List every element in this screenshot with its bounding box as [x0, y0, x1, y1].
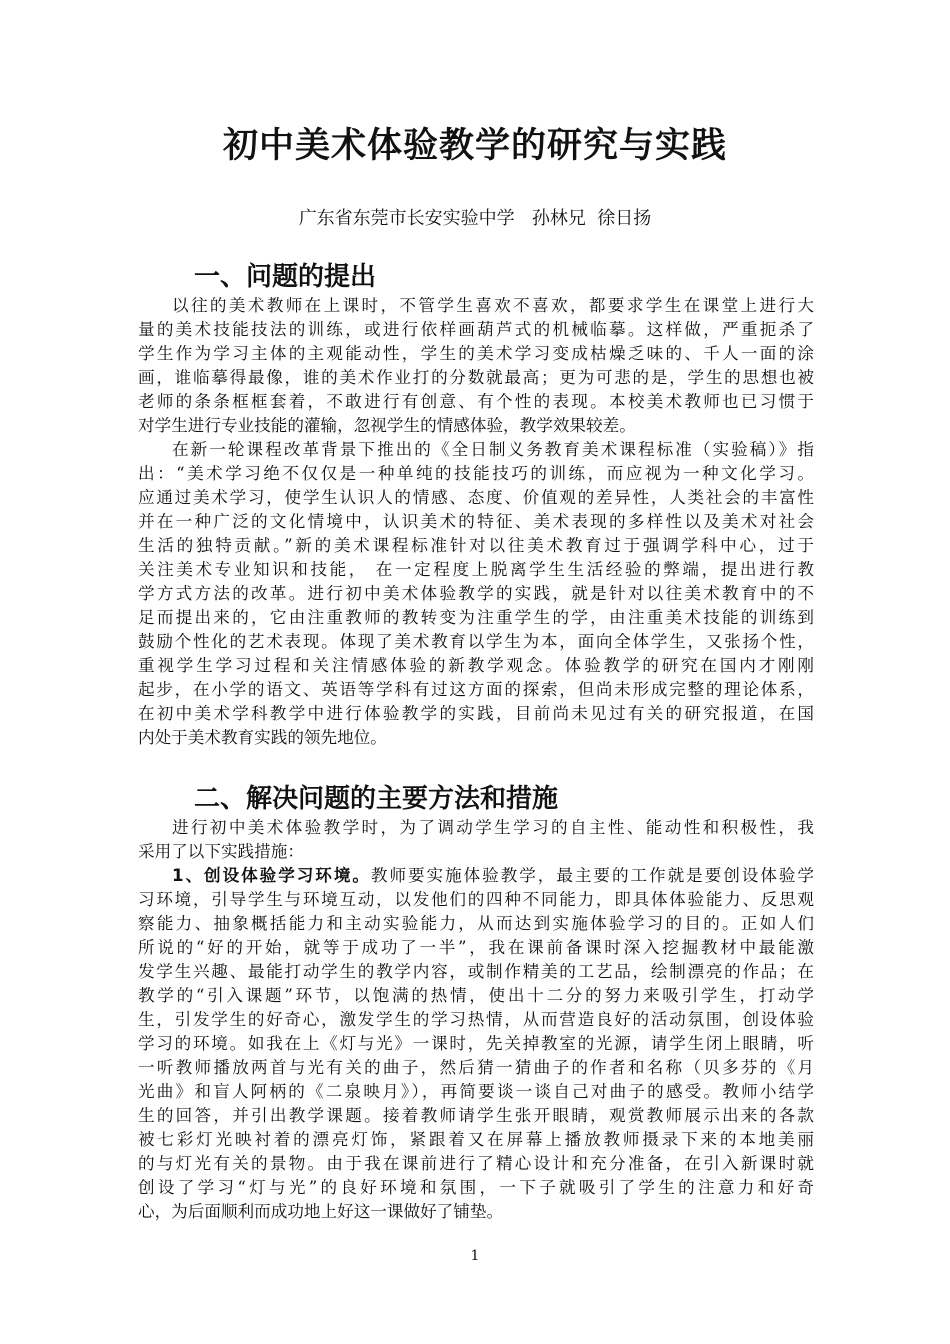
paragraph-line: 生的回答，并引出教学课题。接着教师请学生张开眼睛，观赏教师展示出来的各款: [138, 1106, 814, 1125]
page-number: 1: [470, 1248, 480, 1264]
paragraph-line: 内处于美术教育实践的领先地位。: [138, 728, 387, 747]
paragraph-line: 老师的条条框框套着，不敢进行有创意、有个性的表现。本校美术教师也已习惯于: [138, 392, 814, 411]
paragraph-line: 生活的独特贡献。”新的美术课程标准针对以往美术教育过于强调学科中心，过于: [138, 536, 814, 555]
paragraph-line: 发学生兴趣、最能打动学生的教学内容，或制作精美的工艺品，绘制漂亮的作品；在: [138, 962, 814, 981]
paragraph-line: 鼓励个性化的艺术表现。体现了美术教育以学生为本，面向全体学生，又张扬个性，: [138, 632, 814, 651]
paragraph-line: 所说的“好的开始，就等于成功了一半”，我在课前备课时深入挖掘教材中最能激: [138, 938, 814, 957]
paragraph-line: 在新一轮课程改革背景下推出的《全日制义务教育美术课程标准（实验稿）》指: [172, 440, 814, 459]
paragraph-line: 心，为后面顺利而成功地上好这一课做好了铺垫。: [138, 1202, 504, 1221]
paragraph-line: 被七彩灯光映衬着的漂亮灯饰，紧跟着又在屏幕上播放教师摄录下来的本地美丽: [138, 1130, 814, 1149]
paragraph-line: 画，谁临摹得最像，谁的美术作业打的分数就最高；更为可悲的是，学生的思想也被: [138, 368, 814, 387]
paragraph-line: 察能力、抽象概括能力和主动实验能力，从而达到实施体验学习的目的。正如人们: [138, 914, 814, 933]
paragraph-line: 应通过美术学习，使学生认识人的情感、态度、价值观的差异性，人类社会的丰富性: [138, 488, 814, 507]
paragraph-line: 进行初中美术体验教学时，为了调动学生学习的自主性、能动性和积极性，我: [172, 818, 814, 837]
document-title: 初中美术体验教学的研究与实践: [222, 126, 727, 166]
paragraph-line: 习环境，引导学生与环境互动，以发他们的四种不同能力，即具体体验能力、反思观: [138, 890, 814, 909]
paragraph-line: 的与灯光有关的景物。由于我在课前进行了精心设计和充分准备，在引入新课时就: [138, 1154, 814, 1173]
section-heading-2: 二、解决问题的主要方法和措施: [194, 784, 559, 814]
section-body-2: [138, 816, 814, 1224]
paragraph-line: 采用了以下实践措施：: [138, 842, 304, 861]
paragraph-line: 学习的环境。如我在上《灯与光》一课时，先关掉教室的光源，请学生闭上眼睛，听: [138, 1034, 814, 1053]
paragraph-line-with-lead: [138, 864, 814, 888]
paragraph-line: 学方式方法的改革。进行初中美术体验教学的实践，就是针对以往美术教育中的不: [138, 584, 814, 603]
paragraph-line: 光曲》和盲人阿柄的《二泉映月》），再简要谈一谈自己对曲子的感受。教师小结学: [138, 1082, 814, 1101]
paragraph-line: 一听教师播放两首与光有关的曲子，然后猜一猜曲子的作者和名称（贝多芬的《月: [138, 1058, 814, 1077]
paragraph-line: 重视学生学习过程和关注情感体验的新教学观念。体验教学的研究在国内才刚刚: [138, 656, 814, 675]
paragraph-line: 学生作为学习主体的主观能动性，学生的美术学习变成枯燥乏味的、千人一面的涂: [138, 344, 814, 363]
paragraph-line: 并在一种广泛的文化情境中，认识美术的特征、美术表现的多样性以及美术对社会: [138, 512, 814, 531]
paragraph-line: 出：“美术学习绝不仅仅是一种单纯的技能技巧的训练，而应视为一种文化学习。: [138, 464, 814, 483]
paragraph-line: 起步，在小学的语文、英语等学科有过这方面的探索，但尚未形成完整的理论体系，: [138, 680, 814, 699]
paragraph-run: 教师要实施体验教学，最主要的工作就是要创设体验学: [370, 866, 814, 885]
section-body-1: [138, 294, 814, 750]
paragraph-line: 对学生进行专业技能的灌输，忽视学生的情感体验，教学效果较差。: [138, 416, 636, 435]
paragraph-line: 创设了学习“灯与光”的良好环境和氛围，一下子就吸引了学生的注意力和好奇: [138, 1178, 814, 1197]
author-line: 广东省东莞市长安实验中学 孙林兄 徐日扬: [298, 208, 652, 229]
section-heading-1: 一、问题的提出: [194, 262, 377, 292]
paragraph-line: 关注美术专业知识和技能， 在一定程度上脱离学生生活经验的弊端，提出进行教: [138, 560, 814, 579]
paragraph-line: 以往的美术教师在上课时，不管学生喜欢不喜欢，都要求学生在课堂上进行大: [172, 296, 814, 315]
paragraph-line: 量的美术技能技法的训练，或进行依样画葫芦式的机械临摹。这样做，严重扼杀了: [138, 320, 814, 339]
paragraph-line: 生，引发学生的好奇心，激发学生的学习热情，从而营造良好的活动氛围，创设体验: [138, 1010, 814, 1029]
bold-lead-text: 1、创设体验学习环境。: [172, 866, 371, 885]
paragraph-line: 教学的“引入课题”环节，以饱满的热情，使出十二分的努力来吸引学生，打动学: [138, 986, 814, 1005]
paragraph-line: 足而提出来的，它由注重教师的教转变为注重学生的学，由注重美术技能的训练到: [138, 608, 814, 627]
paragraph-line: 在初中美术学科教学中进行体验教学的实践，目前尚未见过有关的研究报道，在国: [138, 704, 814, 723]
